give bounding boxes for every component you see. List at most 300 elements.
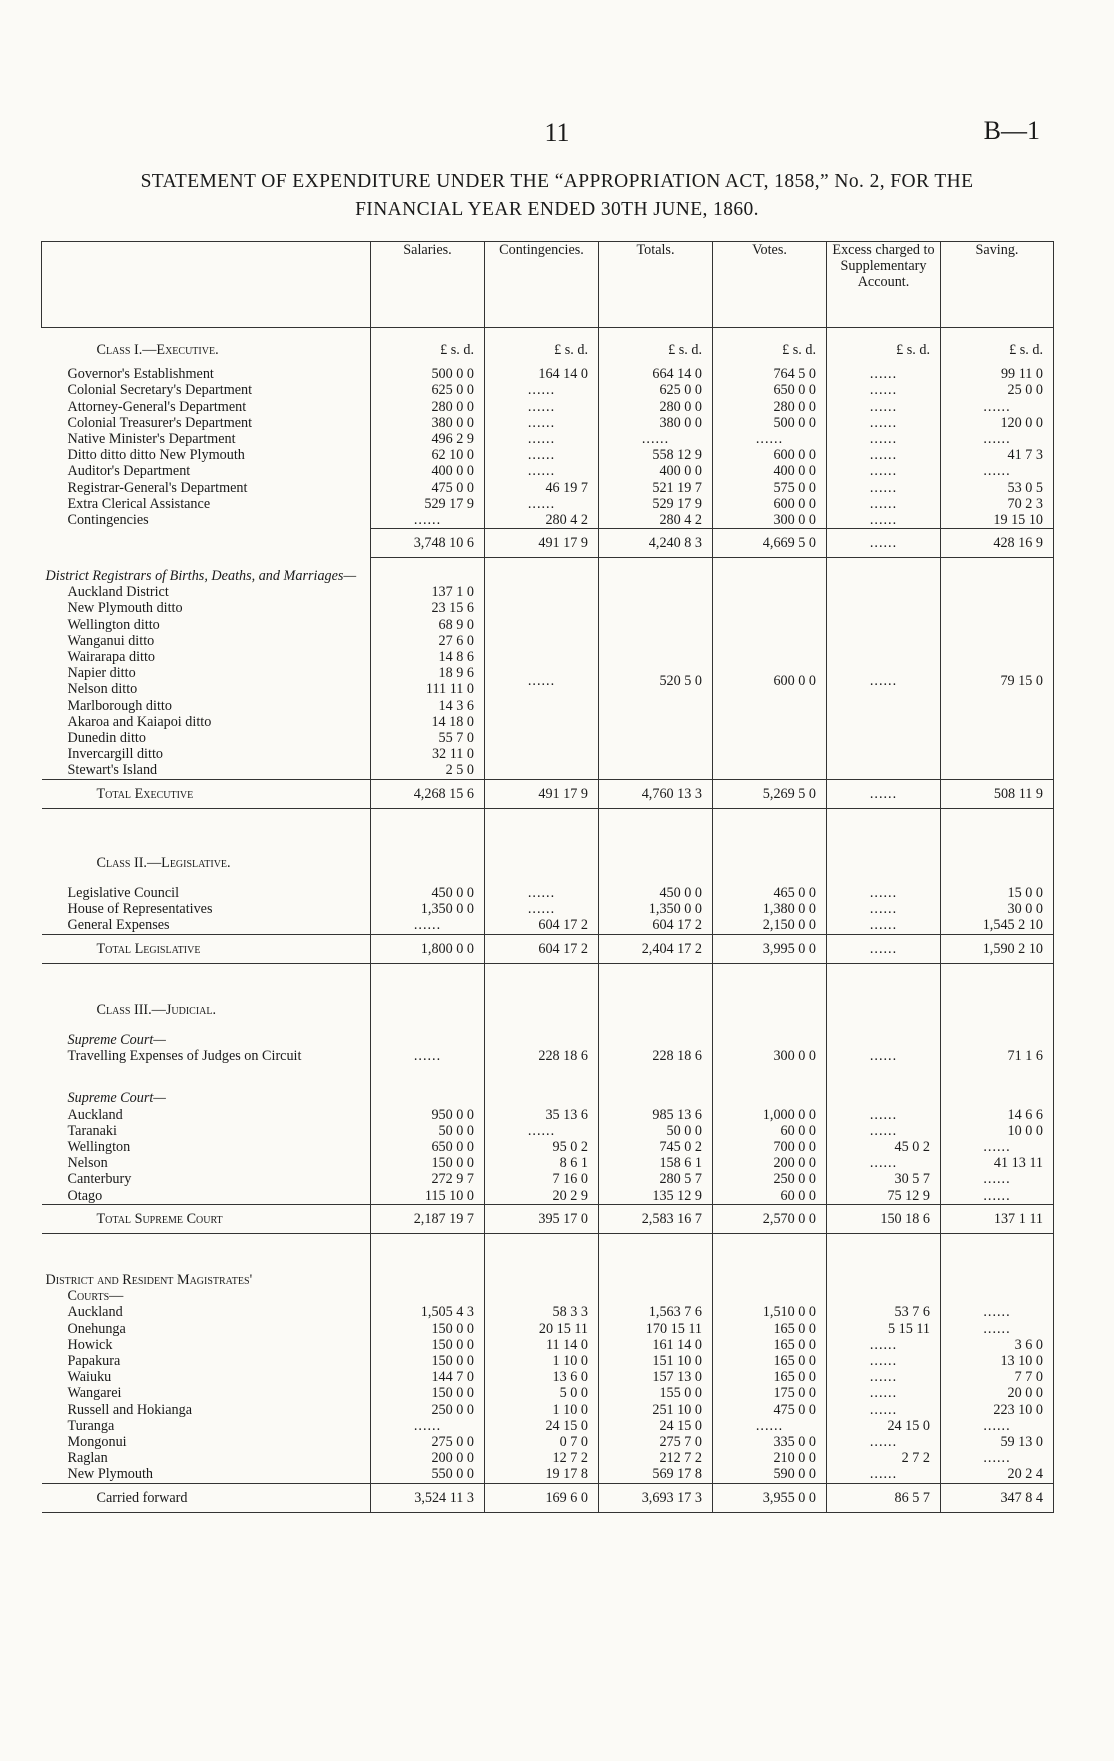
spacer	[42, 1234, 371, 1273]
class1-title: Class I.—Executive.	[96, 342, 219, 358]
value-cell: 158 6 1	[599, 1155, 713, 1171]
empty-cell	[713, 984, 827, 1032]
empty-cell	[713, 1288, 827, 1304]
empty-cell	[827, 1090, 941, 1106]
empty-cell	[941, 1090, 1054, 1106]
value-cell: 71 1 6	[941, 1048, 1054, 1064]
class1-row	[42, 447, 1054, 463]
row-label-text: Auditor's Department	[67, 463, 191, 480]
empty-cell	[371, 984, 485, 1032]
empty-cell	[485, 837, 599, 885]
value-cell: 1,350 0 0	[371, 901, 485, 917]
class2-row	[42, 901, 1054, 917]
row-label	[42, 1188, 371, 1205]
value-cell: 175 0 0	[713, 1385, 827, 1401]
empty-cell	[599, 1064, 713, 1090]
header-excess: Excess charged to Supplementary Account.	[827, 242, 941, 328]
value-cell: 280 0 0	[713, 399, 827, 415]
value-cell: 165 0 0	[713, 1337, 827, 1353]
value-cell: 521 19 7	[599, 480, 713, 496]
value-cell: ......	[827, 1048, 941, 1064]
value-cell: 95 0 2	[485, 1139, 599, 1155]
empty-cell	[599, 1032, 713, 1048]
row-label	[42, 382, 371, 398]
empty-cell	[827, 837, 941, 885]
statement-title	[40, 168, 1074, 224]
title-line-1: STATEMENT OF EXPENDITURE UNDER THE “APPROPRIATION ACT, 1858,” No. 2, FOR THE	[140, 171, 974, 192]
column-header-row	[42, 242, 1054, 328]
row-label	[42, 1353, 371, 1369]
value-cell: ......	[485, 885, 599, 901]
value-cell: 53 7 6	[827, 1304, 941, 1320]
value-cell: 165 0 0	[713, 1321, 827, 1337]
value-cell: ......	[827, 1337, 941, 1353]
value-cell: 450 0 0	[371, 885, 485, 901]
value-cell: 3,748 10 6	[371, 529, 485, 558]
value-cell: ......	[485, 1123, 599, 1139]
empty-cell	[485, 808, 599, 837]
empty-cell	[713, 1090, 827, 1106]
row-label: Stewart's Island	[67, 762, 158, 779]
value-cell: 135 12 9	[599, 1188, 713, 1205]
value-cell: 46 19 7	[485, 480, 599, 496]
value-cell: 24 15 0	[599, 1418, 713, 1434]
spacer	[42, 1064, 371, 1090]
row-label-text: Extra Clerical Assistance	[67, 495, 211, 512]
value-cell: ......	[941, 1418, 1054, 1434]
empty-cell	[827, 1032, 941, 1048]
value-cell: 664 14 0	[599, 366, 713, 382]
empty-cell	[713, 837, 827, 885]
value-cell: 1 10 0	[485, 1402, 599, 1418]
value-cell: 165 0 0	[713, 1353, 827, 1369]
value-cell: 2,570 0 0	[713, 1204, 827, 1233]
value-cell: 150 0 0	[371, 1353, 485, 1369]
value-cell: 5,269 5 0	[713, 779, 827, 808]
value-cell: 150 0 0	[371, 1337, 485, 1353]
table-body	[42, 328, 1054, 1513]
value-cell: 150 18 6	[827, 1204, 941, 1233]
magistrates-row	[42, 1304, 1054, 1320]
row-label: Wairarapa ditto	[67, 648, 155, 665]
value-cell: 529 17 9	[371, 496, 485, 512]
value-cell: 20 2 4	[941, 1466, 1054, 1483]
empty-cell	[941, 1064, 1054, 1090]
supreme-heading-label: Supreme Court—	[67, 1090, 166, 1107]
value-cell: ......	[827, 529, 941, 558]
value-cell: 19 17 8	[485, 1466, 599, 1483]
value-cell: 450 0 0	[599, 885, 713, 901]
value-cell: 30 0 0	[941, 901, 1054, 917]
row-label-text: Canterbury	[67, 1171, 132, 1188]
row-label	[42, 1321, 371, 1337]
unit-cell: £ s. d.	[827, 328, 941, 367]
supreme-row	[42, 1171, 1054, 1187]
value-cell: 50 0 0	[371, 1123, 485, 1139]
value-cell: 13 6 0	[485, 1369, 599, 1385]
value-cell: 200 0 0	[713, 1155, 827, 1171]
empty-cell	[827, 984, 941, 1032]
value-cell: 380 0 0	[371, 415, 485, 431]
supreme-row	[42, 1155, 1054, 1171]
value-cell: ......	[371, 512, 485, 529]
magistrates-heading-2	[42, 1288, 1054, 1304]
empty-cell	[599, 1234, 713, 1273]
spacer-row	[42, 808, 1054, 837]
value-cell: 272 9 7	[371, 1171, 485, 1187]
header-totals: Totals.	[599, 242, 713, 328]
row-label-text: Russell and Hokianga	[67, 1401, 193, 1418]
value-cell: 7 7 0	[941, 1369, 1054, 1385]
row-label	[42, 779, 371, 808]
value-cell: 280 0 0	[371, 399, 485, 415]
row-label-text: Taranaki	[67, 1122, 117, 1139]
magistrates-row	[42, 1418, 1054, 1434]
value-cell: ......	[485, 415, 599, 431]
value-cell: 475 0 0	[371, 480, 485, 496]
class1-row	[42, 496, 1054, 512]
value-cell: 280 4 2	[485, 512, 599, 529]
value-cell: 251 10 0	[599, 1402, 713, 1418]
value-cell: 491 17 9	[485, 529, 599, 558]
value-cell: ......	[827, 512, 941, 529]
row-label	[42, 512, 371, 529]
value-cell: 280 0 0	[599, 399, 713, 415]
row-label	[42, 1123, 371, 1139]
row-label-text: Nelson	[67, 1155, 108, 1172]
value-cell: 75 12 9	[827, 1188, 941, 1205]
row-label: Wellington ditto	[67, 616, 160, 633]
unit-cell: £ s. d.	[371, 328, 485, 367]
value-cell: 111 11 0	[371, 681, 485, 697]
value-cell: 950 0 0	[371, 1107, 485, 1123]
row-label-text: Onehunga	[67, 1320, 126, 1337]
registrars-contingencies: ......	[485, 584, 599, 779]
class2-title	[42, 837, 1054, 885]
row-label-text: Mongonui	[67, 1434, 127, 1451]
empty-cell	[713, 568, 827, 584]
value-cell: 15 0 0	[941, 885, 1054, 901]
magistrates-heading-1-label: District and Resident Magistrates'	[45, 1272, 253, 1289]
spacer-row	[42, 1064, 1054, 1090]
value-cell: 590 0 0	[713, 1466, 827, 1483]
empty-cell	[941, 808, 1054, 837]
value-cell: 70 2 3	[941, 496, 1054, 512]
magistrates-row	[42, 1337, 1054, 1353]
header-saving: Saving.	[941, 242, 1054, 328]
value-cell: 165 0 0	[713, 1369, 827, 1385]
value-cell: 161 14 0	[599, 1337, 713, 1353]
value-cell: ......	[485, 463, 599, 479]
row-label-text: Waiuku	[67, 1369, 112, 1386]
value-cell: 604 17 2	[599, 917, 713, 934]
value-cell: 169 6 0	[485, 1483, 599, 1512]
value-cell: 500 0 0	[713, 415, 827, 431]
value-cell: 25 0 0	[941, 382, 1054, 398]
empty-cell	[371, 1288, 485, 1304]
row-label	[42, 463, 371, 479]
value-cell: 157 13 0	[599, 1369, 713, 1385]
value-cell: 465 0 0	[713, 885, 827, 901]
value-cell: 347 8 4	[941, 1483, 1054, 1512]
value-cell: 428 16 9	[941, 529, 1054, 558]
row-label-text: Papakura	[67, 1353, 121, 1370]
row-label-text: Ditto ditto ditto New Plymouth	[67, 447, 245, 464]
value-cell: 2,150 0 0	[713, 917, 827, 934]
value-cell: ......	[941, 1321, 1054, 1337]
row-label-text: Raglan	[67, 1450, 108, 1467]
row-label	[42, 1171, 371, 1187]
value-cell: ......	[941, 1450, 1054, 1466]
row-label-text: Carried forward	[96, 1489, 188, 1506]
empty-cell	[941, 568, 1054, 584]
empty-cell	[485, 963, 599, 984]
value-cell: 575 0 0	[713, 480, 827, 496]
magistrates-row	[42, 1402, 1054, 1418]
row-label: Akaroa and Kaiapoi ditto	[67, 713, 212, 730]
row-label-text: Auckland	[67, 1106, 123, 1123]
value-cell: 210 0 0	[713, 1450, 827, 1466]
value-cell: 228 18 6	[599, 1048, 713, 1064]
value-cell: 35 13 6	[485, 1107, 599, 1123]
value-cell: 600 0 0	[713, 447, 827, 463]
value-cell: ......	[827, 463, 941, 479]
empty-cell	[713, 1064, 827, 1090]
value-cell: ......	[827, 1402, 941, 1418]
value-cell: 5 15 11	[827, 1321, 941, 1337]
row-label	[42, 366, 371, 382]
value-cell: 300 0 0	[713, 1048, 827, 1064]
value-cell: ......	[827, 447, 941, 463]
empty-cell	[599, 963, 713, 984]
value-cell: 2 5 0	[371, 762, 485, 779]
class1-row	[42, 463, 1054, 479]
value-cell: 400 0 0	[713, 463, 827, 479]
value-cell: ......	[941, 1304, 1054, 1320]
unit-cell: £ s. d.	[941, 328, 1054, 367]
value-cell: 32 11 0	[371, 746, 485, 762]
value-cell: ......	[827, 431, 941, 447]
empty-cell	[827, 1288, 941, 1304]
title-line-2: FINANCIAL YEAR ENDED 30TH JUNE, 1860.	[355, 199, 759, 220]
value-cell: 45 0 2	[827, 1139, 941, 1155]
value-cell: 41 13 11	[941, 1155, 1054, 1171]
value-cell: ......	[941, 431, 1054, 447]
empty-cell	[941, 837, 1054, 885]
class2-row	[42, 885, 1054, 901]
empty-cell	[941, 1234, 1054, 1273]
value-cell: 13 10 0	[941, 1353, 1054, 1369]
value-cell: ......	[941, 463, 1054, 479]
empty-cell	[371, 1234, 485, 1273]
class1-row	[42, 431, 1054, 447]
row-label	[42, 447, 371, 463]
row-label	[42, 1107, 371, 1123]
value-cell: 625 0 0	[371, 382, 485, 398]
empty-cell	[827, 963, 941, 984]
value-cell: 24 15 0	[827, 1418, 941, 1434]
row-label	[42, 1402, 371, 1418]
empty-cell	[713, 1272, 827, 1288]
row-label-text: New Plymouth	[67, 1466, 154, 1483]
value-cell: 5 0 0	[485, 1385, 599, 1401]
row-label	[42, 1418, 371, 1434]
spacer-row	[42, 1234, 1054, 1273]
value-cell: 604 17 2	[485, 917, 599, 934]
unit-cell: £ s. d.	[599, 328, 713, 367]
row-label	[42, 934, 371, 963]
value-cell: 558 12 9	[599, 447, 713, 463]
value-cell: 24 15 0	[485, 1418, 599, 1434]
value-cell: 86 5 7	[827, 1483, 941, 1512]
empty-cell	[371, 837, 485, 885]
value-cell: 60 0 0	[713, 1123, 827, 1139]
value-cell: 496 2 9	[371, 431, 485, 447]
value-cell: 10 0 0	[941, 1123, 1054, 1139]
row-label-text: General Expenses	[67, 917, 170, 934]
value-cell: 395 17 0	[485, 1204, 599, 1233]
empty-cell	[599, 1090, 713, 1106]
value-cell: 335 0 0	[713, 1434, 827, 1450]
value-cell: 600 0 0	[713, 496, 827, 512]
carried-forward-row	[42, 1483, 1054, 1512]
spacer-row	[42, 963, 1054, 984]
row-label	[42, 917, 371, 934]
empty-cell	[713, 1032, 827, 1048]
header-contingencies: Contingencies.	[485, 242, 599, 328]
value-cell: 53 0 5	[941, 480, 1054, 496]
supreme-travel-heading-label: Supreme Court—	[67, 1032, 166, 1048]
row-label-text: Registrar-General's Department	[67, 479, 248, 496]
row-label-text: Legislative Council	[67, 884, 180, 901]
value-cell: 68 9 0	[371, 617, 485, 633]
empty-cell	[485, 1234, 599, 1273]
value-cell: 280 4 2	[599, 512, 713, 529]
value-cell: 170 15 11	[599, 1321, 713, 1337]
value-cell: 62 10 0	[371, 447, 485, 463]
magistrates-row	[42, 1434, 1054, 1450]
value-cell: 27 6 0	[371, 633, 485, 649]
empty-cell	[599, 984, 713, 1032]
registrars-heading	[42, 568, 1054, 584]
value-cell: ......	[827, 399, 941, 415]
value-cell: 491 17 9	[485, 779, 599, 808]
row-label	[42, 1304, 371, 1320]
row-label-text: Attorney-General's Department	[67, 398, 247, 415]
row-label: Auckland District	[67, 584, 169, 601]
value-cell: 30 5 7	[827, 1171, 941, 1187]
class3-title	[42, 984, 1054, 1032]
value-cell: 400 0 0	[371, 463, 485, 479]
value-cell: ......	[827, 1385, 941, 1401]
class2-title-label: Class II.—Legislative.	[96, 854, 231, 871]
value-cell: 250 0 0	[713, 1171, 827, 1187]
registrar-row	[42, 584, 1054, 600]
value-cell: 200 0 0	[371, 1450, 485, 1466]
registrars-votes: 600 0 0	[713, 584, 827, 779]
empty-cell	[941, 984, 1054, 1032]
total-legislative-row	[42, 934, 1054, 963]
value-cell: ......	[827, 885, 941, 901]
spacer-row	[42, 558, 1054, 568]
value-cell: ......	[371, 1048, 485, 1064]
value-cell: 3,693 17 3	[599, 1483, 713, 1512]
row-label	[42, 480, 371, 496]
empty-cell	[827, 568, 941, 584]
unit-cell: £ s. d.	[485, 328, 599, 367]
empty-cell	[827, 1234, 941, 1273]
value-cell: 275 7 0	[599, 1434, 713, 1450]
value-cell: 223 10 0	[941, 1402, 1054, 1418]
value-cell: ......	[485, 496, 599, 512]
row-label	[42, 885, 371, 901]
empty-cell	[371, 1090, 485, 1106]
row-label	[42, 529, 371, 558]
class1-row	[42, 512, 1054, 529]
row-label-text: Turanga	[67, 1417, 115, 1434]
empty-cell	[371, 808, 485, 837]
value-cell: 604 17 2	[485, 934, 599, 963]
empty-cell	[599, 558, 713, 568]
class1-row	[42, 382, 1054, 398]
page-number: 11	[544, 118, 570, 147]
value-cell: 60 0 0	[713, 1188, 827, 1205]
empty-cell	[827, 558, 941, 568]
magistrates-row	[42, 1321, 1054, 1337]
value-cell: 3 6 0	[941, 1337, 1054, 1353]
row-label-text: House of Representatives	[67, 901, 213, 918]
value-cell: 529 17 9	[599, 496, 713, 512]
value-cell: 745 0 2	[599, 1139, 713, 1155]
value-cell: 228 18 6	[485, 1048, 599, 1064]
row-label-text: Auckland	[67, 1304, 123, 1321]
row-label-text: Total Legislative	[96, 940, 201, 957]
supreme-heading	[42, 1090, 1054, 1106]
value-cell: ......	[827, 366, 941, 382]
row-label	[42, 1483, 371, 1512]
row-label: Dunedin ditto	[67, 729, 146, 746]
value-cell: 14 18 0	[371, 714, 485, 730]
row-label	[42, 1204, 371, 1233]
header-salaries: Salaries.	[371, 242, 485, 328]
value-cell: ......	[827, 1353, 941, 1369]
empty-cell	[485, 558, 599, 568]
empty-cell	[827, 808, 941, 837]
value-cell: 164 14 0	[485, 366, 599, 382]
row-label-text: Colonial Secretary's Department	[67, 382, 253, 399]
value-cell: 400 0 0	[599, 463, 713, 479]
registrars-saving: 79 15 0	[941, 584, 1054, 779]
empty-cell	[713, 1234, 827, 1273]
row-label-text: Travelling Expenses of Judges on Circuit	[67, 1048, 302, 1065]
empty-cell	[371, 1032, 485, 1048]
value-cell: 985 13 6	[599, 1107, 713, 1123]
row-label: Invercargill ditto	[67, 746, 163, 763]
header-votes: Votes.	[713, 242, 827, 328]
empty-cell	[485, 1032, 599, 1048]
value-cell: 4,240 8 3	[599, 529, 713, 558]
row-label: Napier ditto	[67, 665, 136, 682]
empty-cell	[713, 808, 827, 837]
value-cell: 144 7 0	[371, 1369, 485, 1385]
value-cell: ......	[827, 1107, 941, 1123]
value-cell: 50 0 0	[599, 1123, 713, 1139]
value-cell: 137 1 0	[371, 584, 485, 600]
class1-row	[42, 480, 1054, 496]
value-cell: 150 0 0	[371, 1385, 485, 1401]
value-cell: 2,187 19 7	[371, 1204, 485, 1233]
value-cell: ......	[941, 1139, 1054, 1155]
